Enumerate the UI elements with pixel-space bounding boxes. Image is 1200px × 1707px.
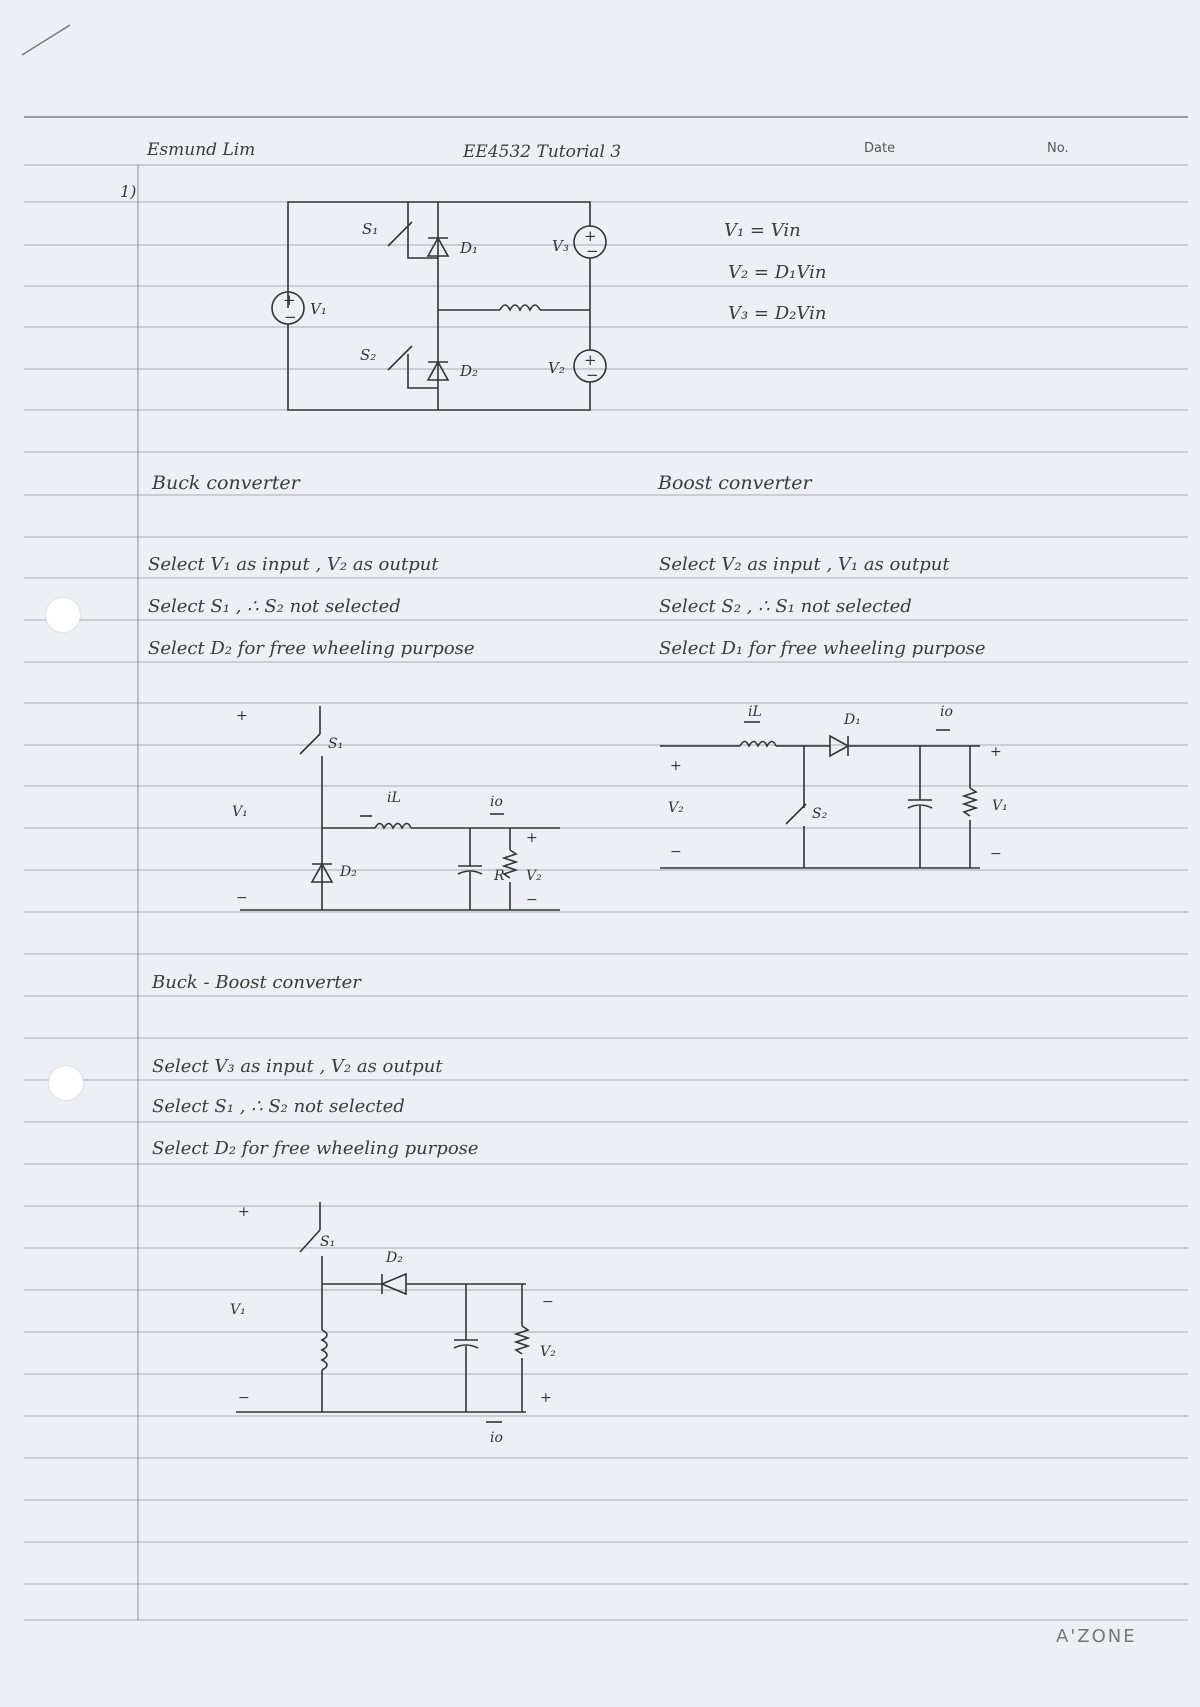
svg-text:D₂: D₂	[340, 864, 357, 880]
boost-line-3: Select D₁ for free wheeling purpose	[659, 638, 986, 659]
svg-text:+: +	[236, 708, 248, 724]
svg-text:D₂: D₂	[460, 362, 479, 380]
buck-line-3: Select D₂ for free wheeling purpose	[148, 638, 475, 659]
svg-text:+: +	[990, 744, 1002, 760]
buck-line-1: Select V₁ as input , V₂ as output	[148, 554, 439, 575]
boost-line-1: Select V₂ as input , V₁ as output	[659, 554, 950, 575]
svg-text:S₁: S₁	[320, 1234, 336, 1250]
svg-text:V₁: V₁	[230, 1302, 246, 1318]
buck-title: Buck converter	[152, 472, 300, 494]
svg-text:iL: iL	[387, 790, 401, 806]
svg-text:D₁: D₁	[844, 712, 861, 728]
svg-text:+: +	[526, 830, 538, 846]
boost-title: Boost converter	[658, 472, 812, 494]
question-number: 1)	[120, 182, 137, 201]
buckboost-title: Buck - Boost converter	[152, 972, 361, 993]
svg-text:V₁: V₁	[310, 300, 327, 318]
svg-text:io: io	[490, 1430, 503, 1446]
buck-circuit-diagram	[200, 690, 580, 920]
svg-text:+: +	[670, 758, 682, 774]
svg-text:S₁: S₁	[362, 220, 379, 238]
svg-text:iL: iL	[748, 704, 762, 720]
svg-text:−: −	[236, 890, 248, 906]
buckboost-line-2: Select S₁ , ∴ S₂ not selected	[152, 1096, 405, 1117]
svg-text:−: −	[586, 366, 599, 384]
relation-2: V₂ = D₁Vin	[728, 262, 827, 283]
svg-text:V₂: V₂	[540, 1344, 556, 1360]
svg-text:+: +	[584, 351, 597, 369]
buckboost-line-1: Select V₃ as input , V₂ as output	[152, 1056, 443, 1077]
svg-text:V₂: V₂	[668, 800, 684, 816]
page-title: EE4532 Tutorial 3	[463, 142, 622, 162]
svg-text:−: −	[990, 846, 1002, 862]
svg-text:V₁: V₁	[992, 798, 1008, 814]
boost-line-2: Select S₂ , ∴ S₁ not selected	[659, 596, 912, 617]
brand-logo: A'ZONE	[1056, 1626, 1137, 1647]
buckboost-circuit-diagram	[200, 1190, 580, 1450]
svg-text:S₂: S₂	[360, 346, 377, 364]
svg-text:+: +	[283, 291, 296, 309]
svg-text:−: −	[542, 1294, 554, 1310]
buckboost-line-3: Select D₂ for free wheeling purpose	[152, 1138, 479, 1159]
svg-text:−: −	[526, 892, 538, 908]
svg-text:+: +	[584, 227, 597, 245]
svg-text:+: +	[540, 1390, 552, 1406]
svg-text:−: −	[670, 844, 682, 860]
no-label: No.	[1047, 141, 1069, 156]
svg-text:V₂: V₂	[548, 359, 565, 377]
svg-text:R: R	[494, 868, 505, 884]
svg-text:V₂: V₂	[526, 868, 542, 884]
svg-text:V₃: V₃	[552, 237, 569, 255]
svg-text:−: −	[586, 242, 599, 260]
svg-text:io: io	[490, 794, 503, 810]
svg-text:V₁: V₁	[232, 804, 248, 820]
svg-text:D₂: D₂	[386, 1250, 403, 1266]
relation-3: V₃ = D₂Vin	[728, 303, 827, 324]
svg-text:−: −	[238, 1390, 250, 1406]
buck-line-2: Select S₁ , ∴ S₂ not selected	[148, 596, 401, 617]
binder-hole-1	[46, 598, 80, 632]
svg-text:S₂: S₂	[812, 806, 828, 822]
svg-text:io: io	[940, 704, 953, 720]
boost-circuit-diagram	[640, 690, 1020, 890]
svg-text:−: −	[284, 308, 297, 326]
relation-1: V₁ = Vin	[724, 220, 801, 241]
svg-text:D₁: D₁	[460, 239, 479, 257]
author-name: Esmund Lim	[147, 140, 256, 160]
main-circuit-diagram	[0, 0, 1200, 430]
binder-hole-2	[49, 1066, 83, 1100]
date-label: Date	[864, 141, 896, 156]
svg-text:+: +	[238, 1204, 250, 1220]
svg-text:S₁: S₁	[328, 736, 344, 752]
